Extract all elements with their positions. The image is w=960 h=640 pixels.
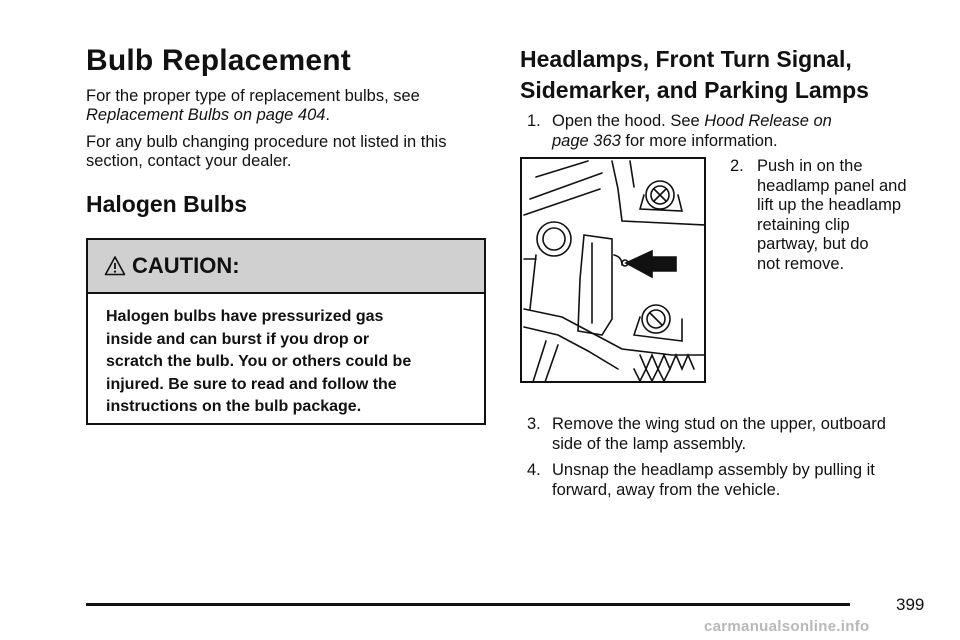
step-line: not remove. (757, 254, 845, 273)
caution-line: injured. Be sure to read and follow the (106, 375, 397, 393)
hood-release-link[interactable]: Hood Release on (704, 112, 832, 130)
step-line: lift up the headlamp (757, 196, 902, 214)
page-number: 399 (896, 595, 925, 614)
step-line: side of the lamp assembly. (552, 434, 747, 453)
step-3 (527, 415, 947, 454)
arrow-left-icon (626, 251, 676, 277)
step-number: 1. (527, 112, 541, 130)
step-text: for more information. (620, 131, 778, 150)
step-line: Unsnap the headlamp assembly by pulling it (552, 461, 875, 479)
step-2 (730, 157, 940, 274)
heading-line: Headlamps, Front Turn Signal, (520, 46, 852, 72)
caution-line: inside and can burst if you drop or (106, 330, 370, 348)
watermark: carmanualsonline.info (704, 618, 870, 635)
intro2-line2: section, contact your dealer. (86, 152, 292, 170)
intro-line: For the proper type of replacement bulbs, see (86, 87, 420, 105)
caution-line: instructions on the bulb package. (106, 398, 362, 415)
step-number: 2. (730, 157, 744, 175)
caution-line: Halogen bulbs have pressurized gas (106, 308, 384, 325)
headlamp-clip-illustration (520, 157, 706, 383)
caution-line: scratch the bulb. You or others could be (106, 353, 412, 370)
halogen-bulbs-heading: Halogen Bulbs (86, 191, 248, 217)
intro-paragraph-2 (86, 133, 486, 171)
replacement-bulbs-link[interactable]: Replacement Bulbs on page 404 (86, 106, 326, 124)
warning-triangle-icon (104, 255, 126, 277)
heading-line: Sidemarker, and Parking Lamps (520, 77, 869, 103)
caution-header (88, 240, 484, 294)
step-4 (527, 461, 947, 500)
step-number: 4. (527, 461, 541, 479)
intro-period: . (325, 106, 331, 124)
intro2-line1: For any bulb changing procedure not listed in this (86, 133, 447, 151)
caution-text (88, 294, 484, 419)
step-line: Push in on the (757, 157, 863, 175)
caution-label: CAUTION: (132, 253, 240, 278)
step-number: 3. (527, 415, 541, 433)
hood-release-page-link[interactable]: page 363 (552, 131, 621, 150)
step-line: retaining clip (757, 215, 850, 234)
headlamp-clip-drawing (522, 159, 706, 383)
headlamps-heading (520, 44, 869, 106)
step-line: partway, but do (757, 235, 869, 253)
caution-box (86, 238, 486, 425)
step-line: Remove the wing stud on the upper, outboard (552, 415, 886, 433)
page-title: Bulb Replacement (86, 44, 351, 77)
step-text: Open the hood. See (552, 112, 705, 130)
step-1 (527, 112, 927, 151)
step-line: headlamp panel and (757, 176, 907, 195)
intro-paragraph-1 (86, 87, 486, 125)
footer-rule (86, 603, 850, 606)
step-line: forward, away from the vehicle. (552, 480, 781, 499)
